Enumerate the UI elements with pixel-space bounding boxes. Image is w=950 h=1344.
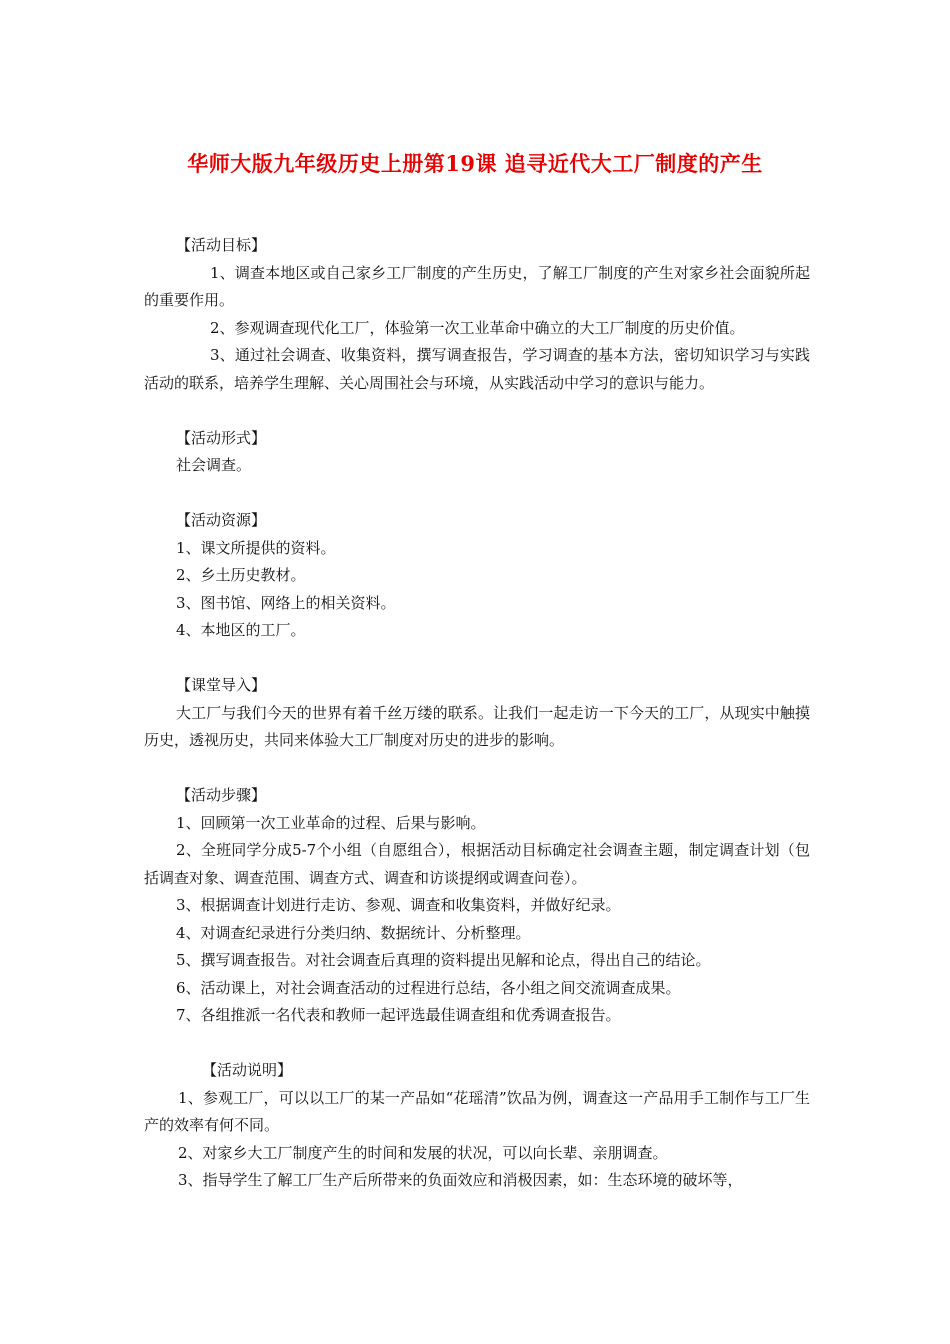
step-item: 6、活动课上，对社会调查活动的过程进行总结，各小组之间交流调查成果。 — [176, 978, 681, 997]
section-heading-steps: 【活动步骤】 — [176, 786, 267, 804]
section-heading-notes: 【活动说明】 — [202, 1061, 293, 1079]
resource-item: 4、本地区的工厂。 — [176, 621, 306, 639]
section-heading-intro: 【课堂导入】 — [176, 676, 267, 694]
goal-item: 3、通过社会调查、收集资料，撰写调查报告，学习调查的基本方法，密切知识学习与实践活动的联系，培养学生理解、关心周围社会与环境，从实践活动中学习的意识与能力。 — [144, 346, 810, 392]
section-resources — [144, 507, 810, 645]
note-item: 2、对家乡大工厂制度产生的时间和发展的状况，可以向长辈、亲朋调查。 — [178, 1143, 668, 1162]
step-item: 5、撰写调查报告。对社会调查后真理的资料提出见解和论点，得出自己的结论。 — [176, 951, 711, 969]
resource-item: 3、图书馆、网络上的相关资料。 — [176, 593, 396, 612]
document-title: 华师大版九年级历史上册第19课 追寻近代大工厂制度的产生 — [187, 151, 763, 176]
section-intro — [144, 672, 810, 755]
section-form — [144, 425, 810, 480]
step-item: 3、根据调查计划进行走访、参观、调查和收集资料，并做好纪录。 — [176, 896, 621, 914]
document-body — [144, 232, 810, 1222]
section-heading-resources: 【活动资源】 — [176, 511, 267, 529]
step-item: 2、全班同学分成5-7个小组（自愿组合），根据活动目标确定社会调查主题，制定调查计划（包括调查对象、调查范围、调查方式、调查和访谈提纲或调查问卷）。 — [144, 841, 810, 887]
resource-item: 2、乡土历史教材。 — [176, 566, 306, 584]
form-text: 社会调查。 — [176, 456, 252, 474]
section-heading-goals: 【活动目标】 — [176, 236, 267, 254]
intro-text: 大工厂与我们今天的世界有着千丝万缕的联系。让我们一起走访一下今天的工厂，从现实中触摸历史，透视历史，共同来体验大工厂制度对历史的进步的影响。 — [144, 703, 810, 749]
step-item: 7、各组推派一名代表和教师一起评选最佳调查组和优秀调查报告。 — [176, 1006, 621, 1024]
step-item: 1、回顾第一次工业革命的过程、后果与影响。 — [176, 813, 486, 832]
goal-item: 1、调查本地区或自己家乡工厂制度的产生历史，了解工厂制度的产生对家乡社会面貌所起的重要作用。 — [144, 263, 810, 309]
section-goals — [144, 232, 810, 397]
resource-item: 1、课文所提供的资料。 — [176, 538, 336, 557]
section-notes — [144, 1057, 810, 1195]
step-item: 4、对调查纪录进行分类归纳、数据统计、分析整理。 — [176, 923, 531, 942]
section-heading-form: 【活动形式】 — [176, 428, 267, 447]
goal-item: 2、参观调查现代化工厂，体验第一次工业革命中确立的大工厂制度的历史价值。 — [210, 318, 745, 337]
section-steps — [144, 782, 810, 1030]
note-item: 1、参观工厂，可以以工厂的某一产品如“花瑶清”饮品为例，调查这一产品用手工制作与工厂生产的效率有何不同。 — [144, 1088, 810, 1134]
note-item: 3、指导学生了解工厂生产后所带来的负面效应和消极因素，如：生态环境的破坏等， — [178, 1171, 743, 1189]
